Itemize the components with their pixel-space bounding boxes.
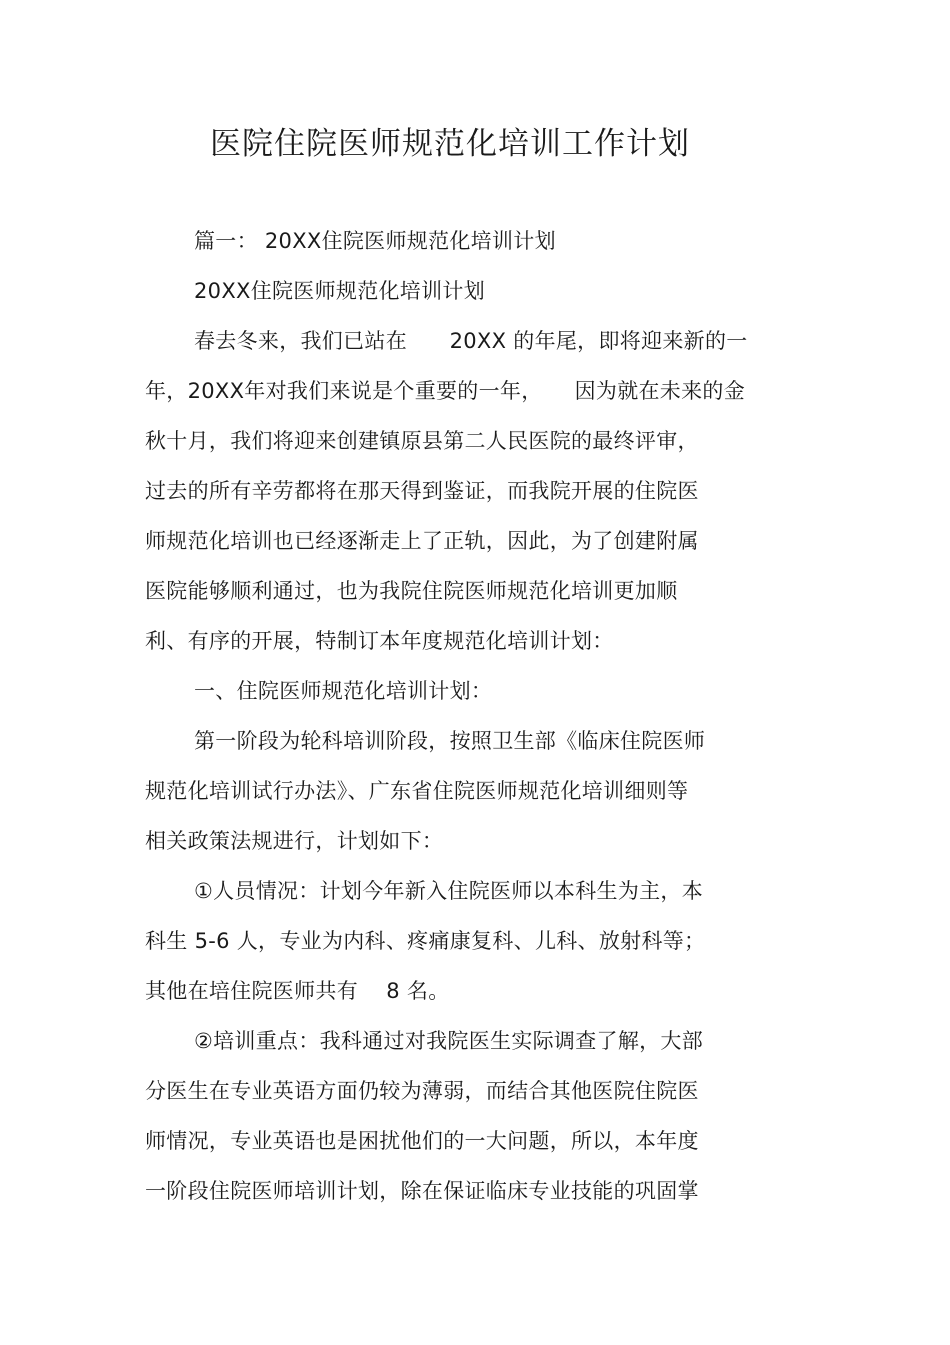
text-line-paragraph-start: ①人员情况：计划今年新入住院医师以本科生为主，本 (194, 879, 704, 903)
text-line: 秋十月，我们将迎来创建镇原县第二人民医院的最终评审， (145, 429, 699, 453)
text-line-paragraph-start: 春去冬来，我们已站在 20XX 的年尾，即将迎来新的一 (194, 329, 748, 353)
text-line-section-heading: 一、住院医师规范化培训计划： (194, 679, 493, 703)
text-line: 分医生在专业英语方面仍较为薄弱，而结合其他医院住院医 (145, 1079, 699, 1103)
text-line: 科生 5-6 人，专业为内科、疼痛康复科、儿科、放射科等； (145, 929, 706, 953)
text-line: 过去的所有辛劳都将在那天得到鉴证，而我院开展的住院医 (145, 479, 699, 503)
document-title: 医院住院医师规范化培训工作计划 (210, 126, 690, 162)
text-line: 年，20XX年对我们来说是个重要的一年， 因为就在未来的金 (145, 379, 745, 403)
text-line: 师规范化培训也已经逐渐走上了正轨，因此，为了创建附属 (145, 529, 699, 553)
text-line: 医院能够顺利通过，也为我院住院医师规范化培训更加顺 (145, 579, 678, 603)
text-line: 相关政策法规进行，计划如下： (145, 829, 444, 853)
text-line-section-heading: 篇一： 20XX住院医师规范化培训计划 (194, 229, 556, 253)
text-line: 利、有序的开展，特制订本年度规范化培训计划： (145, 629, 614, 653)
text-line: 其他在培住院医师共有 8 名。 (145, 979, 450, 1003)
text-line: 一阶段住院医师培训计划，除在保证临床专业技能的巩固掌 (145, 1179, 699, 1203)
text-line: 师情况，专业英语也是困扰他们的一大问题，所以，本年度 (145, 1129, 699, 1153)
text-line: 规范化培训试行办法》、广东省住院医师规范化培训细则等 (145, 779, 689, 803)
text-line-paragraph-start: 第一阶段为轮科培训阶段，按照卫生部《临床住院医师 (194, 729, 706, 753)
text-line-paragraph-start: ②培训重点：我科通过对我院医生实际调查了解，大部 (194, 1029, 704, 1053)
text-line-subtitle: 20XX住院医师规范化培训计划 (194, 279, 485, 303)
